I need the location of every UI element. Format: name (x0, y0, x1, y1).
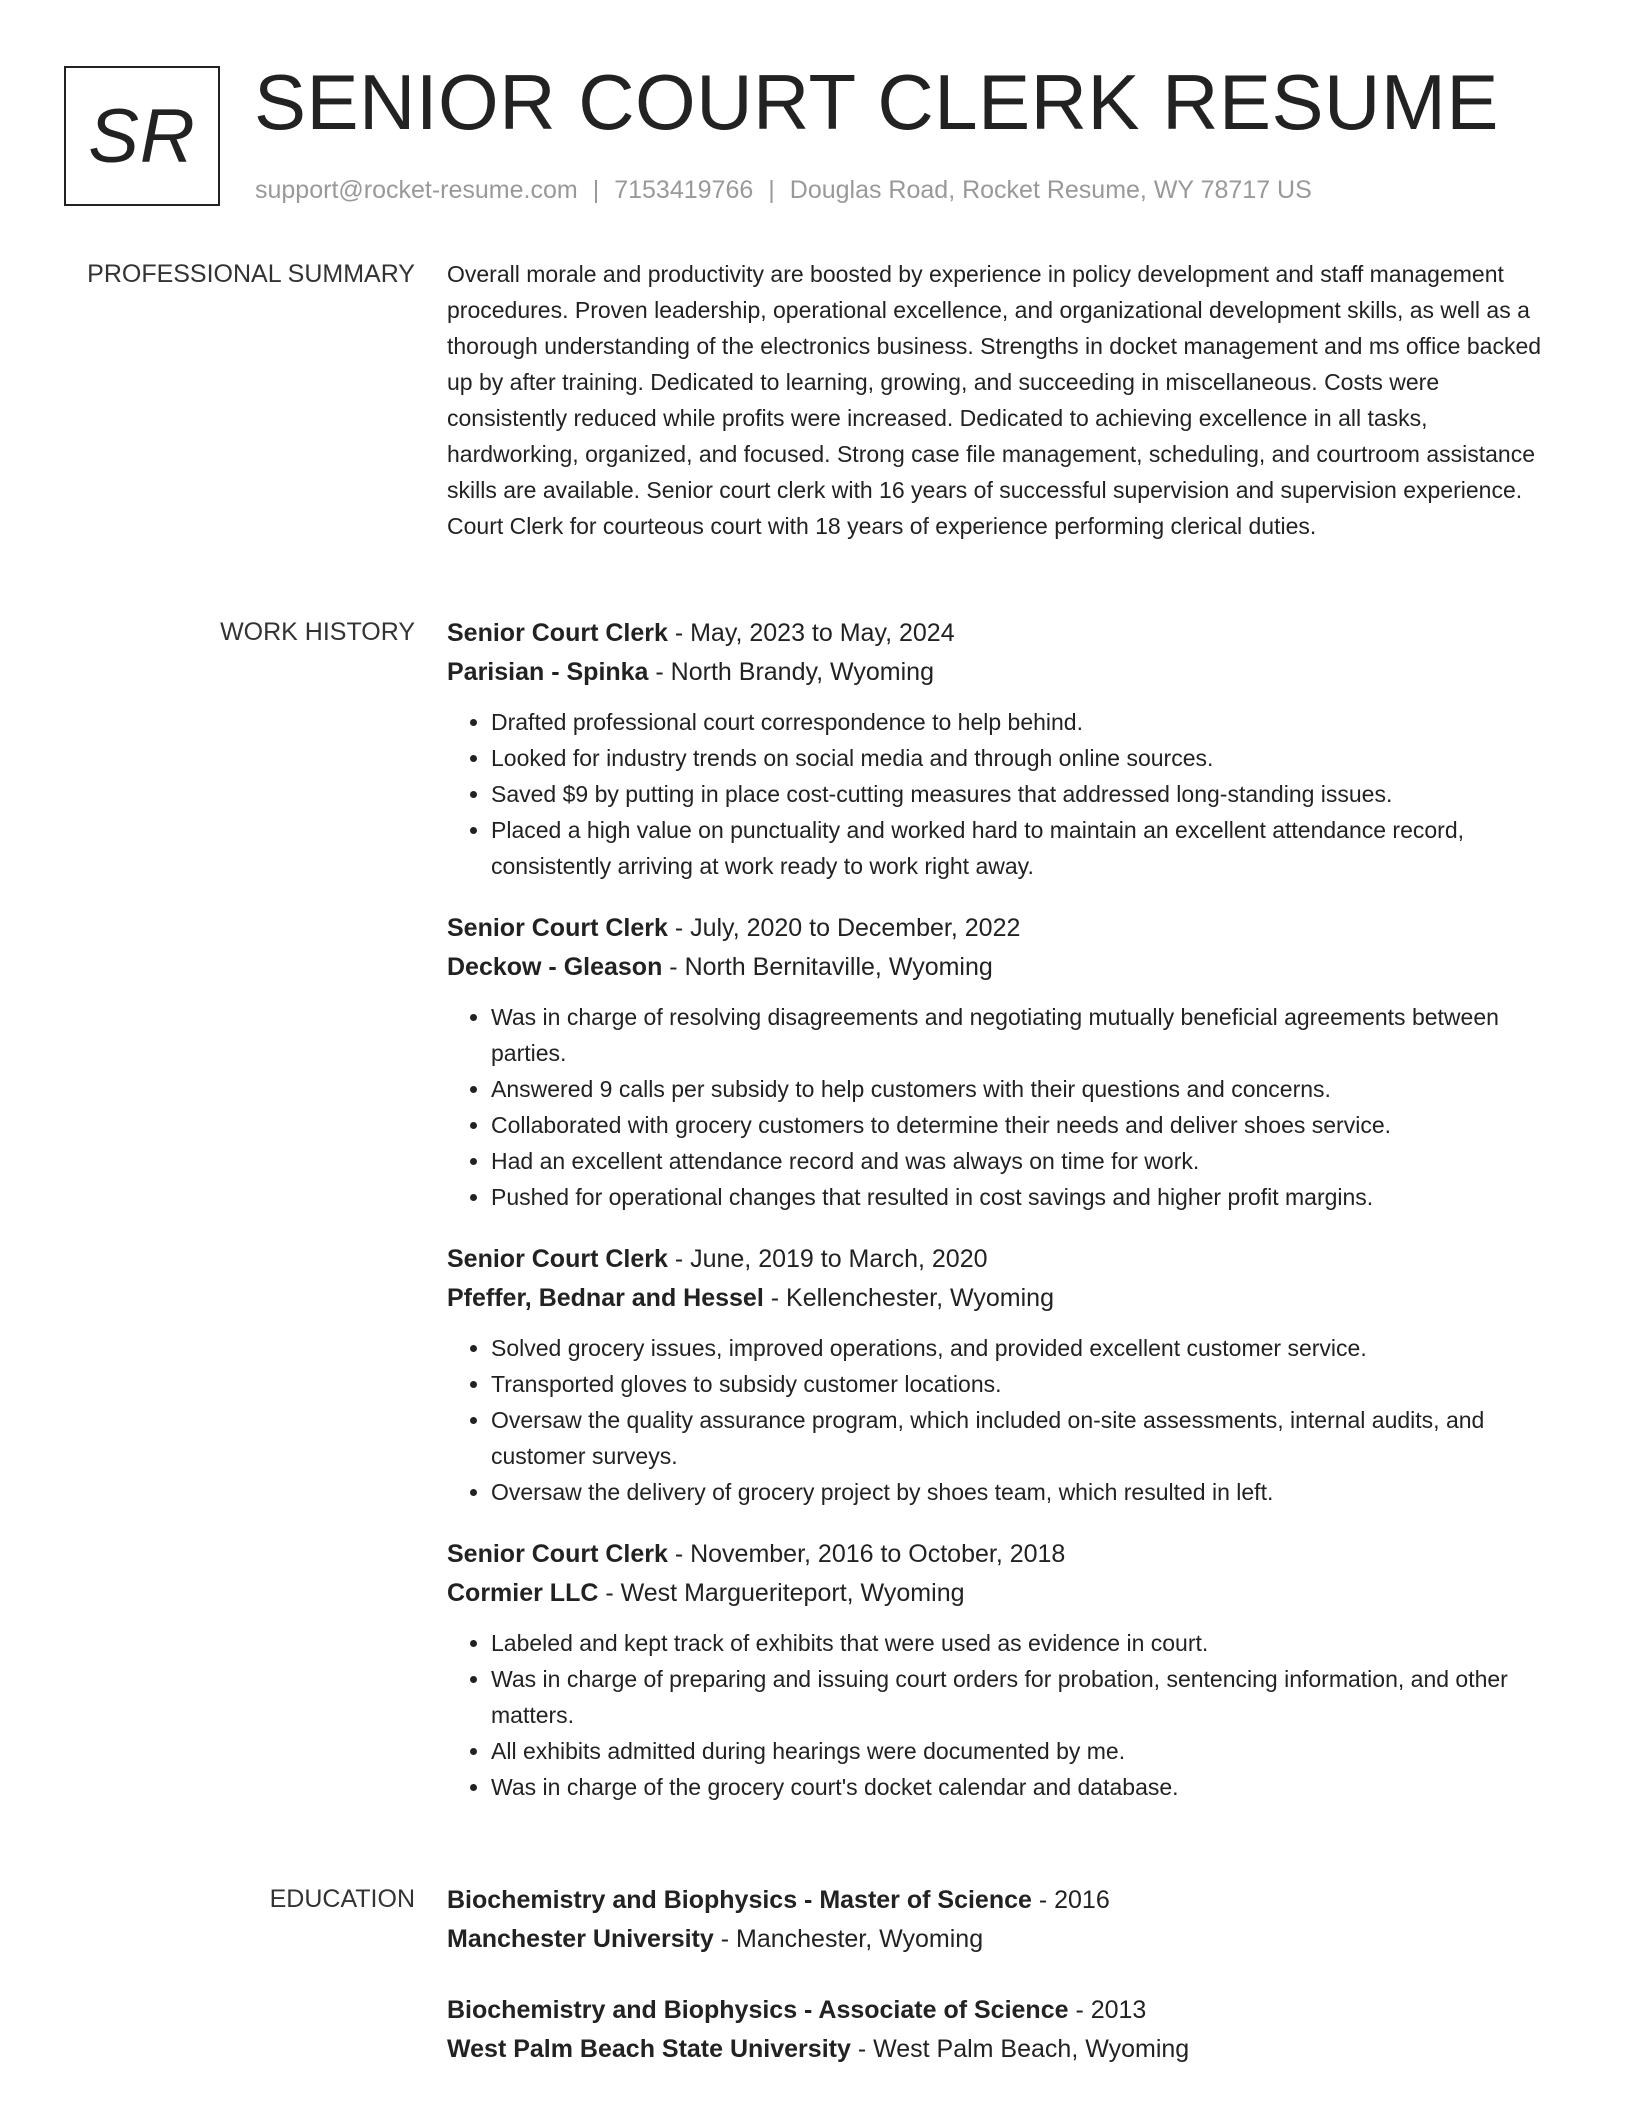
work-history-heading: WORK HISTORY (220, 618, 415, 646)
job-bullet: • Oversaw the quality assurance program, which included on-site assessments, internal audits, and customer surveys. (491, 1402, 1562, 1474)
education-school: West Palm Beach State University (447, 2035, 851, 2063)
job-company: Cormier LLC (447, 1579, 599, 1607)
education-location: - Manchester, Wyoming (713, 1925, 984, 1953)
contact-line (255, 176, 1312, 205)
education-entry (447, 1881, 1562, 1959)
job-bullets (447, 704, 1562, 884)
contact-phone: 7153419766 (614, 176, 754, 204)
job-bullet: • Drafted professional court correspondence to help behind. (491, 704, 1562, 740)
job-title: Senior Court Clerk (447, 1540, 668, 1568)
job-dates: - June, 2019 to March, 2020 (667, 1245, 988, 1273)
job-bullet: • Answered 9 calls per subsidy to help customers with their questions and concerns. (491, 1071, 1562, 1107)
education-school-line (447, 2030, 1562, 2069)
page-title: SENIOR COURT CLERK RESUME (254, 58, 1499, 146)
education-school: Manchester University (447, 1925, 714, 1953)
job-company: Pfeffer, Bednar and Hessel (447, 1284, 764, 1312)
job-bullet: • Collaborated with grocery customers to determine their needs and deliver shoes service. (491, 1107, 1562, 1143)
job-bullet: • Placed a high value on punctuality and worked hard to maintain an excellent attendance record, consistently arriving at work ready to work right away. (491, 812, 1562, 884)
job-bullets (447, 1330, 1562, 1510)
job-entry (447, 1535, 1562, 1805)
education-school-line (447, 1920, 1562, 1959)
job-company: Deckow - Gleason (447, 953, 663, 981)
job-bullet: • Was in charge of the grocery court's docket calendar and database. (491, 1769, 1562, 1805)
education-year: - 2016 (1031, 1886, 1110, 1914)
education-entry (447, 1991, 1562, 2069)
job-bullet: • Looked for industry trends on social media and through online sources. (491, 740, 1562, 776)
education-heading: EDUCATION (269, 1885, 415, 1913)
job-dates: - July, 2020 to December, 2022 (667, 914, 1021, 942)
job-company-line (447, 948, 1562, 987)
education-degree-line (447, 1881, 1562, 1920)
job-bullet: • Was in charge of preparing and issuing court orders for probation, sentencing information, and other matters. (491, 1661, 1562, 1733)
job-location: - Kellenchester, Wyoming (763, 1284, 1054, 1312)
job-bullet: • Saved $9 by putting in place cost-cutting measures that addressed long-standing issues. (491, 776, 1562, 812)
job-title-line (447, 1535, 1562, 1574)
job-title: Senior Court Clerk (447, 914, 668, 942)
job-title: Senior Court Clerk (447, 1245, 668, 1273)
job-entry (447, 614, 1562, 884)
job-company-line (447, 1279, 1562, 1318)
education-year: - 2013 (1068, 1996, 1147, 2024)
job-bullets (447, 999, 1562, 1215)
job-bullet: • Was in charge of resolving disagreements and negotiating mutually beneficial agreements between parties. (491, 999, 1562, 1071)
contact-address: Douglas Road, Rocket Resume, WY 78717 US (789, 176, 1312, 204)
job-bullet: • Oversaw the delivery of grocery project by shoes team, which resulted in left. (491, 1474, 1562, 1510)
job-entry (447, 909, 1562, 1215)
job-bullet: • Had an excellent attendance record and was always on time for work. (491, 1143, 1562, 1179)
job-dates: - November, 2016 to October, 2018 (667, 1540, 1066, 1568)
monogram-logo: SR (64, 66, 220, 206)
contact-email: support@rocket-resume.com (255, 176, 578, 204)
job-company: Parisian - Spinka (447, 658, 649, 686)
contact-separator: | (768, 176, 775, 204)
job-dates: - May, 2023 to May, 2024 (667, 619, 955, 647)
job-bullet: • All exhibits admitted during hearings were documented by me. (491, 1733, 1562, 1769)
education-degree-line (447, 1991, 1562, 2030)
job-bullet: • Labeled and kept track of exhibits that were used as evidence in court. (491, 1625, 1562, 1661)
job-entry (447, 1240, 1562, 1510)
education-list (447, 1881, 1562, 2101)
education-location: - West Palm Beach, Wyoming (850, 2035, 1190, 2063)
job-bullet: • Pushed for operational changes that resulted in cost savings and higher profit margins. (491, 1179, 1562, 1215)
job-bullet: • Transported gloves to subsidy customer locations. (491, 1366, 1562, 1402)
job-bullets (447, 1625, 1562, 1805)
job-location: - North Bernitaville, Wyoming (662, 953, 993, 981)
education-degree: Biochemistry and Biophysics - Master of Science (447, 1886, 1032, 1914)
job-title-line (447, 909, 1562, 948)
contact-separator: | (592, 176, 600, 204)
job-title: Senior Court Clerk (447, 619, 668, 647)
jobs-list (447, 614, 1562, 1830)
summary-text: Overall morale and productivity are boosted by experience in policy development and staff management procedures. Proven leadership, operational excellence, and organizational development skills, as well as a thorough understanding of the electronics business. Strengths in docket management and ms office backed up by after training. Dedicated to learning, growing, and succeeding in miscellaneous. Costs were consistently reduced while profits were increased. Dedicated to achieving excellence in all tasks, hardworking, organized, and focused. Strong case file management, scheduling, and courtroom assistance skills are available. Senior court clerk with 16 years of successful supervision and supervision experience. Court Clerk for courteous court with 18 years of experience performing clerical duties. (447, 261, 1542, 539)
job-company-line (447, 653, 1562, 692)
job-location: - North Brandy, Wyoming (648, 658, 934, 686)
summary-heading: PROFESSIONAL SUMMARY (87, 260, 415, 288)
job-company-line (447, 1574, 1562, 1613)
job-title-line (447, 614, 1562, 653)
job-location: - West Margueriteport, Wyoming (598, 1579, 965, 1607)
job-title-line (447, 1240, 1562, 1279)
job-bullet: • Solved grocery issues, improved operations, and provided excellent customer service. (491, 1330, 1562, 1366)
education-degree: Biochemistry and Biophysics - Associate of Science (447, 1996, 1069, 2024)
